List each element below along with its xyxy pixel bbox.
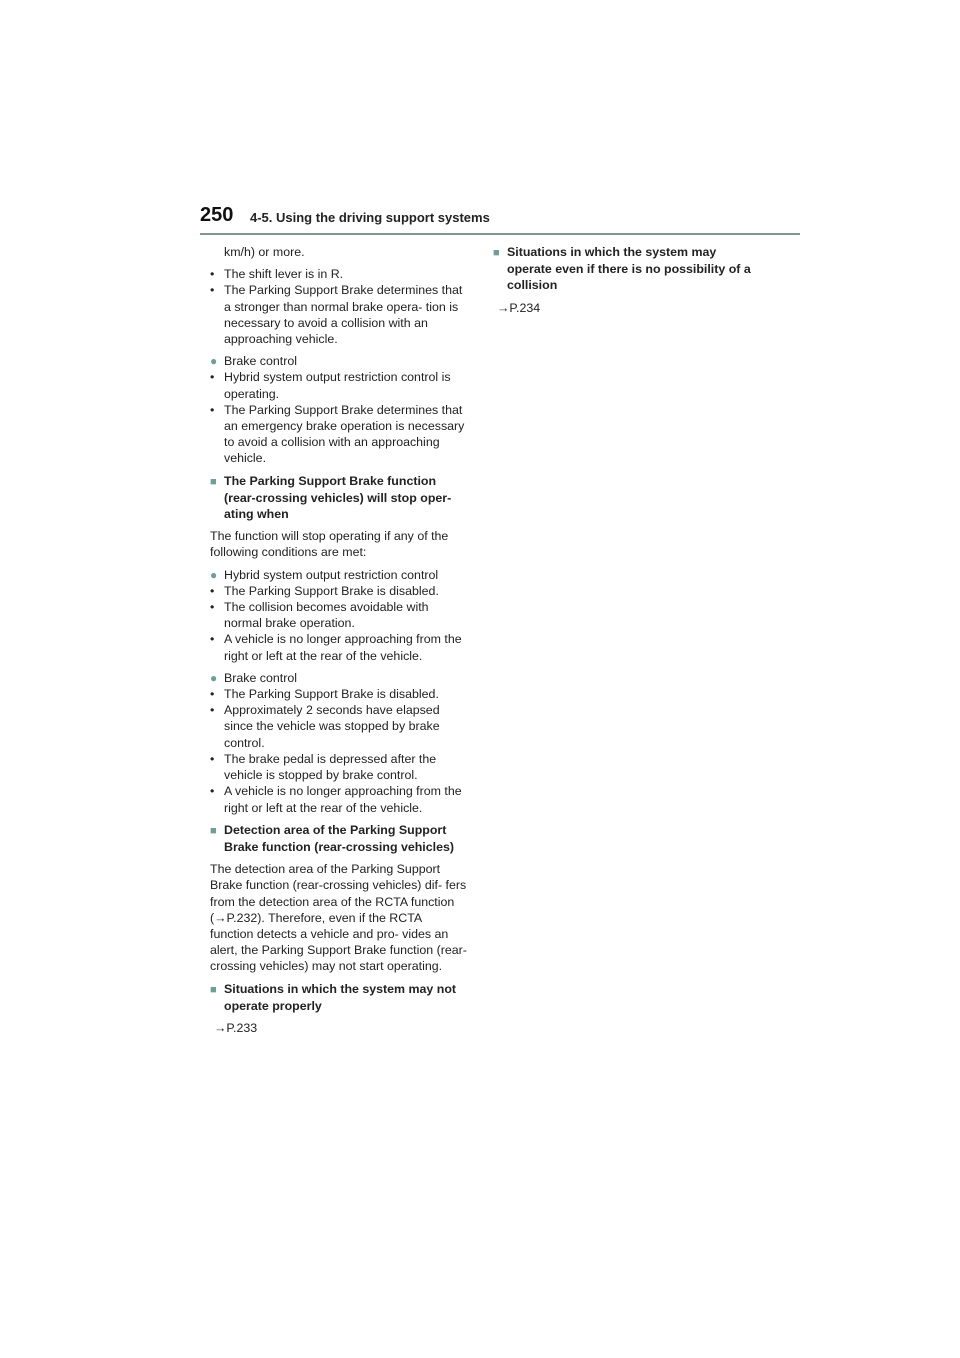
bullet-dot-icon: ●	[210, 567, 218, 582]
list-item: • Hybrid system output restriction control is operating.	[210, 370, 451, 401]
heading-not-operate-properly: ■ Situations in which the system may not operate properly	[210, 981, 457, 1013]
heading-stop-operating: ■ The Parking Support Brake function (rear-crossing vehicles) will stop oper- ating when	[210, 473, 452, 522]
page-number: 250	[200, 204, 234, 226]
right-column	[493, 244, 755, 322]
bullet-hybrid-restriction: ● Hybrid system output restriction control • The Parking Support Brake is disabled. • The collision becomes avoidable with normal brake operation. • A vehicle is no longer approaching from the right or left at the rear of the vehicle.	[210, 567, 468, 664]
paragraph-detection-area: The detection area of the Parking Support Brake function (rear-crossing vehicles) dif- fers from the detection area of the RCTA function (→P.232). Therefore, even if the RCTA function detects a vehicle and pro- vides an alert, the Parking Support Brake function (rear-crossing vehicles) may not start operating.	[210, 862, 467, 974]
list-item: • The Parking Support Brake determines that a stronger than normal brake opera- tion is necessary to avoid a collision with an approaching vehicle.	[210, 283, 463, 347]
left-column	[210, 244, 468, 1042]
continued-list	[210, 266, 468, 347]
section-title: 4-5. Using the driving support systems	[250, 210, 490, 225]
heading-may-operate: ■ Situations in which the system may operate even if there is no possibility of a collision	[493, 245, 751, 293]
bullet-brake-control: ● Brake control • Hybrid system output restriction control is operating. • The Parking Support Brake determines that an emergency brake operation is necessary to avoid a collision with an approaching vehicle.	[210, 353, 468, 466]
square-bullet-icon: ■	[210, 983, 217, 996]
bullet-brake-control-2: ● Brake control • The Parking Support Brake is disabled. • Approximately 2 seconds have elapsed since the vehicle was stopped by brake control. • The brake pedal is depressed after the vehicle is stopped by brake control. • A vehicle is no longer approaching from the right or left at the rear of the vehicle.	[210, 670, 468, 816]
list-item: • The Parking Support Brake determines that an emergency brake operation is necessary to avoid a collision with an approaching vehicle.	[210, 402, 465, 466]
list-item: • The shift lever is in R.	[210, 267, 344, 282]
header-rule	[200, 233, 800, 235]
list-item: • The Parking Support Brake is disabled.	[210, 583, 439, 598]
page-reference-link[interactable]: →P.234	[497, 300, 541, 315]
paragraph-conditions: The function will stop operating if any of the following conditions are met:	[210, 529, 449, 560]
square-bullet-icon: ■	[210, 824, 217, 837]
list-item: • A vehicle is no longer approaching from the right or left at the rear of the vehicle.	[210, 632, 462, 663]
list-item: • The Parking Support Brake is disabled.	[210, 687, 439, 702]
bullet-dot-icon: ●	[210, 670, 218, 685]
heading-detection-area: ■ Detection area of the Parking Support Brake function (rear-crossing vehicles)	[210, 822, 454, 854]
square-bullet-icon: ■	[210, 475, 217, 488]
page-reference-link[interactable]: →P.233	[214, 1020, 258, 1035]
square-bullet-icon: ■	[493, 247, 500, 259]
list-item: • The collision becomes avoidable with normal brake operation.	[210, 600, 429, 631]
bullet-dot-icon: ●	[210, 354, 218, 369]
list-item: • The brake pedal is depressed after the vehicle is stopped by brake control.	[210, 751, 437, 783]
list-item: • A vehicle is no longer approaching from the right or left at the rear of the vehicle.	[210, 784, 462, 815]
continued-text: km/h) or more.	[224, 245, 305, 259]
list-item: • Approximately 2 seconds have elapsed since the vehicle was stopped by brake control.	[210, 703, 440, 750]
page-header	[200, 204, 800, 234]
